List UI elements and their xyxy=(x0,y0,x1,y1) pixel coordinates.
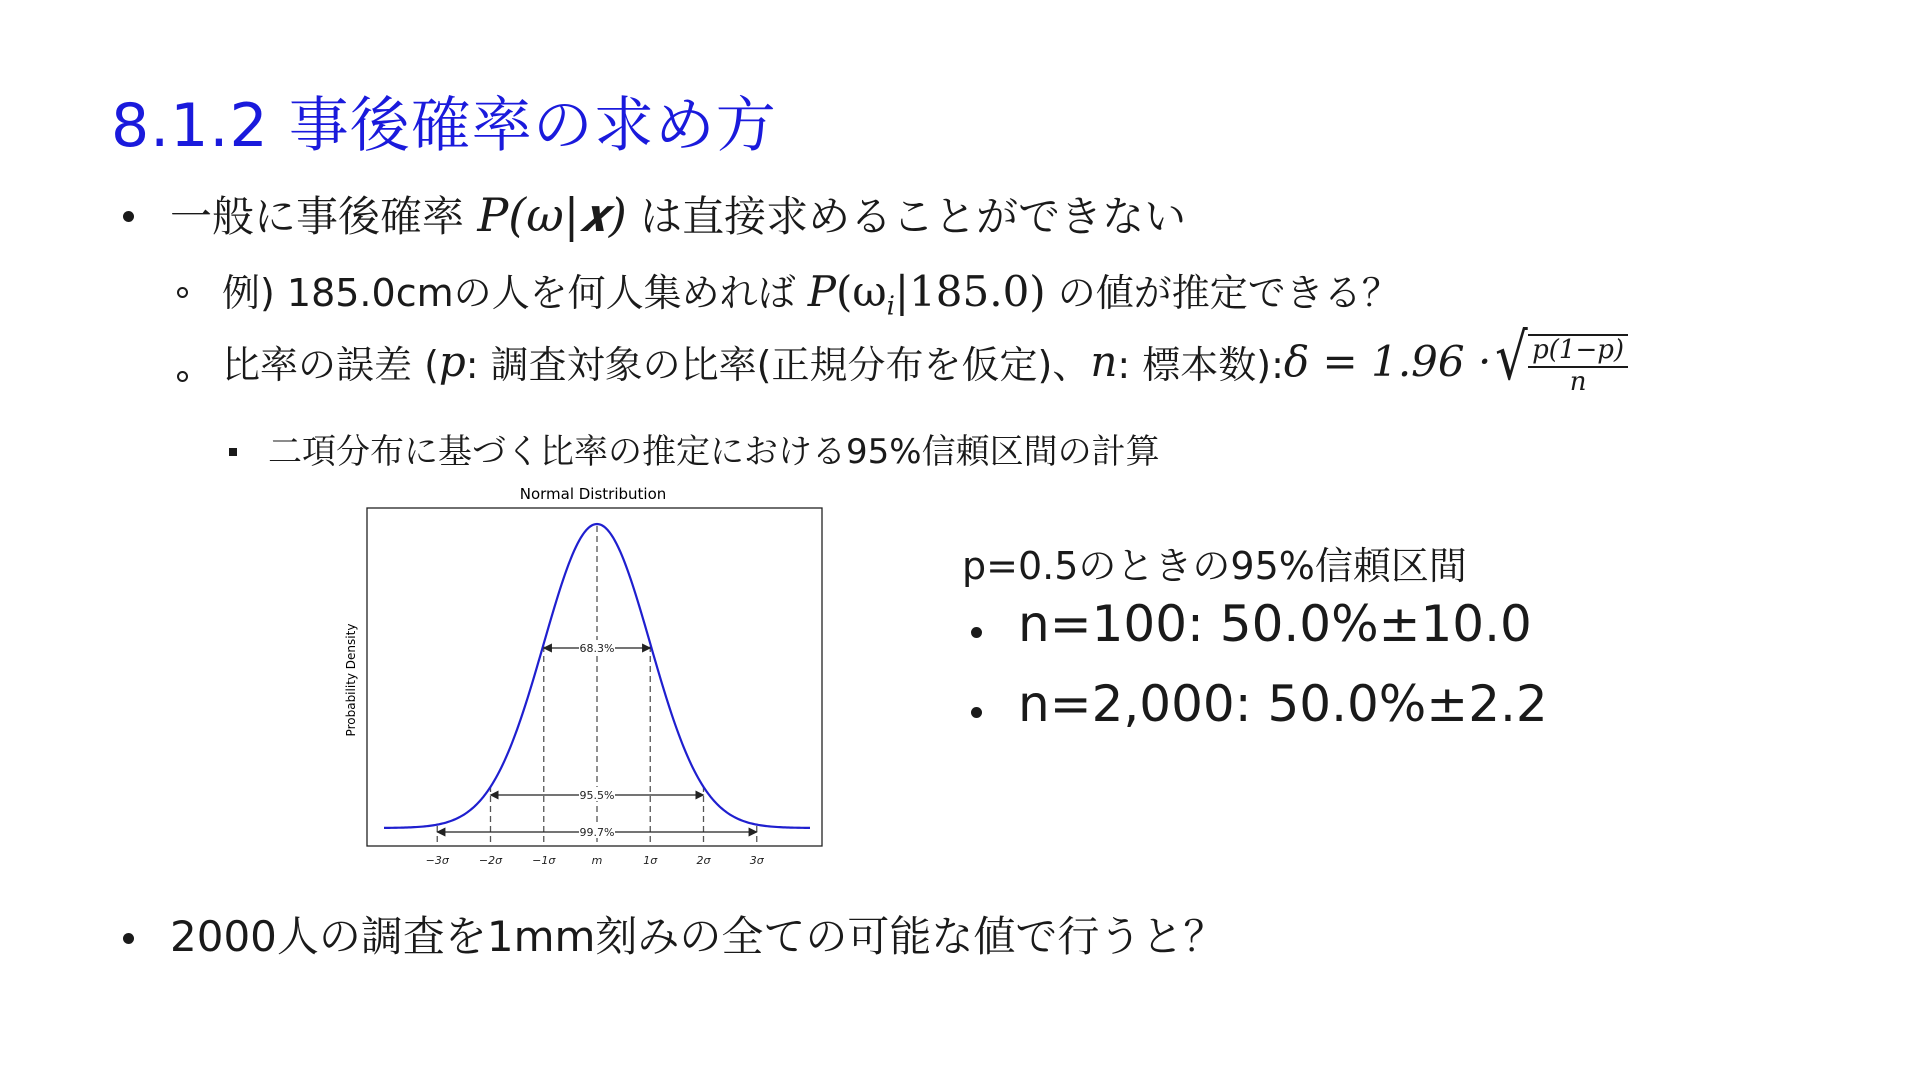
bullet-survey xyxy=(170,904,1225,964)
interval-label: 68.3% xyxy=(579,642,615,655)
fraction xyxy=(1528,336,1628,398)
math-P: P xyxy=(807,267,836,316)
y-axis-label: Probability Density xyxy=(344,623,358,737)
math-omega: (ω xyxy=(835,267,887,316)
interval-label: 95.5% xyxy=(579,789,615,802)
bullet-dot xyxy=(123,933,134,944)
fraction-denominator: n xyxy=(1569,366,1587,397)
sqrt-sign: √ xyxy=(1495,321,1529,395)
confidence-interval-title: p=0.5のときの95%信頼区間 xyxy=(962,544,1467,588)
fraction-numerator: p(1−p) xyxy=(1528,336,1628,368)
bullet-dot xyxy=(971,627,982,638)
chart-marks xyxy=(384,524,810,867)
x-tick-label: 1σ xyxy=(643,854,658,867)
math-n: n xyxy=(1090,337,1118,387)
math-value: |185.0) xyxy=(894,267,1046,316)
bullet-text: の値が推定できる？ xyxy=(1045,271,1400,315)
bullet-text: 二項分布に基づく比率の推定における95%信頼区間の計算 xyxy=(268,432,1160,472)
bullet-text: : 標本数): xyxy=(1117,343,1284,388)
bullet-binomial xyxy=(268,424,1160,473)
sqrt-body xyxy=(1528,334,1628,398)
ci-item-n2000: n=2,000: 50.0%±2.2 xyxy=(1018,675,1548,733)
sub-bullet-circle xyxy=(177,287,188,298)
x-tick-label: 3σ xyxy=(749,854,764,867)
math-delta: δ = 1.96 · xyxy=(1283,337,1492,387)
x-tick-label: −2σ xyxy=(478,854,503,867)
bullet-error xyxy=(222,321,1628,398)
x-tick-label: 2σ xyxy=(696,854,711,867)
sqrt-expression xyxy=(1491,321,1628,398)
x-tick-label: −3σ xyxy=(425,854,449,867)
bullet-posterior xyxy=(170,184,1186,244)
sub-sub-bullet-square xyxy=(229,448,237,456)
bullet-text: 例) 185.0cmの人を何人集めれば xyxy=(222,271,808,315)
slide-title: 8.1.2 事後確率の求め方 xyxy=(111,91,777,161)
bullet-dot xyxy=(123,211,134,222)
math-sub-i: i xyxy=(886,291,895,322)
bullet-example xyxy=(222,262,1400,322)
bullet-dot xyxy=(971,707,982,718)
normal-distribution-chart xyxy=(340,480,840,870)
math-p: p xyxy=(438,337,466,387)
bullet-text: 一般に事後確率 xyxy=(170,192,478,241)
sub-bullet-circle xyxy=(177,371,188,382)
bullet-text: : 調査対象の比率(正規分布を仮定)、 xyxy=(465,343,1091,388)
bullet-text: は直接求めることができない xyxy=(626,192,1187,241)
posterior-formula: P(ω|𝒙) xyxy=(477,188,627,242)
ci-item-n100: n=100: 50.0%±10.0 xyxy=(1018,595,1532,653)
interval-label: 99.7% xyxy=(579,826,615,839)
bullet-text: 2000人の調査を1mm刻みの全ての可能な値で行うと？ xyxy=(170,912,1226,961)
x-tick-label: −1σ xyxy=(532,854,556,867)
chart-title: Normal Distribution xyxy=(519,485,667,503)
bullet-text: 比率の誤差 ( xyxy=(222,343,439,388)
x-tick-label: m xyxy=(591,854,603,867)
